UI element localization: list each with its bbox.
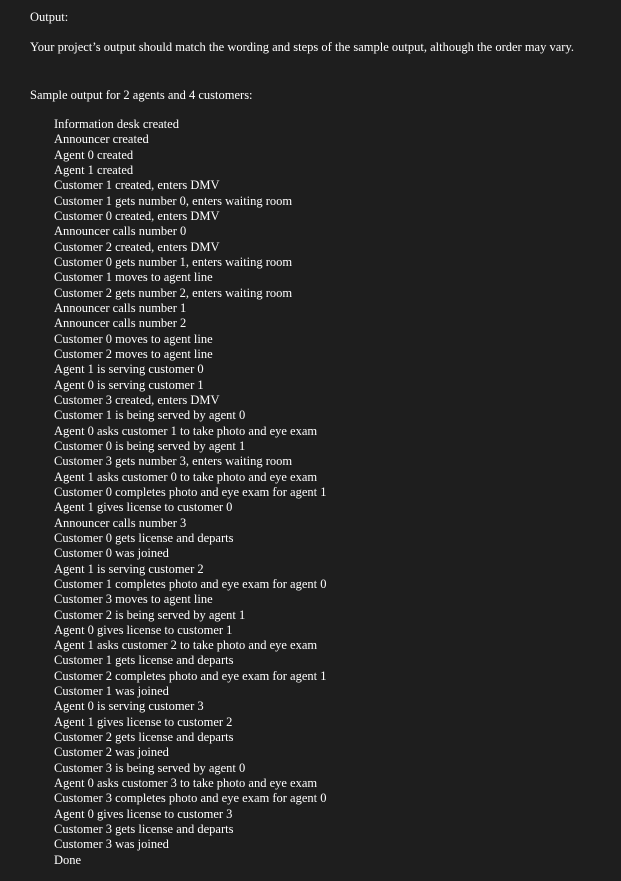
sample-output-line: Customer 0 gets number 1, enters waiting room <box>54 254 293 269</box>
sample-output-line: Information desk created <box>54 117 179 131</box>
sample-output-line: Agent 1 gives license to customer 2 <box>54 714 233 729</box>
sample-output-line: Customer 0 was joined <box>54 546 169 561</box>
sample-output-line: Agent 1 is serving customer 0 <box>54 362 204 377</box>
sample-output-line: Announcer calls number 2 <box>54 316 187 331</box>
sample-output-line: Announcer calls number 0 <box>54 224 187 239</box>
sample-output-line: Customer 1 gets license and departs <box>54 653 234 668</box>
sample-output-line: Agent 1 created <box>54 162 134 177</box>
sample-output-line: Agent 1 asks customer 2 to take photo and eye exam <box>54 638 318 653</box>
sample-output-line: Done <box>54 852 82 867</box>
sample-output-line: Customer 1 gets number 0, enters waiting room <box>54 193 293 208</box>
intro-paragraph: Your project’s output should match the wording and steps of the sample output, although the order may vary. <box>30 40 575 54</box>
sample-output-line: Customer 0 completes photo and eye exam for agent 1 <box>54 484 327 499</box>
sample-output-line: Agent 0 is serving customer 1 <box>54 377 204 392</box>
sample-output-line: Agent 0 asks customer 3 to take photo and eye exam <box>54 776 318 791</box>
sample-output-line: Agent 0 gives license to customer 3 <box>54 806 233 821</box>
sample-output-line: Customer 3 gets license and departs <box>54 822 234 837</box>
sample-output-line: Announcer created <box>54 132 149 147</box>
sample-output-line: Customer 3 moves to agent line <box>54 592 213 607</box>
sample-output-line: Customer 3 is being served by agent 0 <box>54 760 246 775</box>
sample-output-list <box>54 117 327 868</box>
sample-output-line: Customer 2 completes photo and eye exam for agent 1 <box>54 668 327 683</box>
sample-output-line: Customer 1 was joined <box>54 684 169 699</box>
sample-output-line: Agent 1 is serving customer 2 <box>54 561 204 576</box>
sample-output-line: Customer 3 created, enters DMV <box>54 392 220 407</box>
sample-output-line: Agent 1 asks customer 0 to take photo and eye exam <box>54 469 318 484</box>
sample-output-line: Customer 3 was joined <box>54 837 169 852</box>
sample-output-line: Customer 2 gets license and departs <box>54 730 234 745</box>
sample-output-line: Customer 2 was joined <box>54 745 169 760</box>
section-heading: Output: <box>30 10 69 24</box>
sample-output-line: Agent 0 created <box>54 147 134 162</box>
sample-output-line: Announcer calls number 3 <box>54 515 187 530</box>
sample-output-line: Agent 1 gives license to customer 0 <box>54 500 233 515</box>
sample-output-line: Customer 2 moves to agent line <box>54 346 213 361</box>
sample-output-line: Customer 1 is being served by agent 0 <box>54 408 246 423</box>
sample-output-line: Customer 0 gets license and departs <box>54 530 234 545</box>
sample-output-line: Customer 2 created, enters DMV <box>54 239 220 254</box>
sample-output-line: Customer 0 moves to agent line <box>54 331 213 346</box>
sample-output-line: Agent 0 asks customer 1 to take photo and eye exam <box>54 423 318 438</box>
sample-output-line: Customer 1 completes photo and eye exam for agent 0 <box>54 576 327 591</box>
sample-output-line: Customer 1 created, enters DMV <box>54 178 220 193</box>
sample-output-line: Customer 1 moves to agent line <box>54 270 213 285</box>
sample-output-line: Customer 2 gets number 2, enters waiting room <box>54 285 293 300</box>
sample-output-line: Announcer calls number 1 <box>54 300 187 315</box>
sample-output-line: Agent 0 is serving customer 3 <box>54 699 204 714</box>
sample-output-line: Customer 0 created, enters DMV <box>54 208 220 223</box>
sample-caption: Sample output for 2 agents and 4 customers: <box>30 88 253 102</box>
sample-output-line: Customer 0 is being served by agent 1 <box>54 438 246 453</box>
sample-output-line: Customer 3 gets number 3, enters waiting room <box>54 454 293 469</box>
sample-output-line: Customer 2 is being served by agent 1 <box>54 607 246 622</box>
sample-output-line: Agent 0 gives license to customer 1 <box>54 622 233 637</box>
sample-output-line: Customer 3 completes photo and eye exam for agent 0 <box>54 791 327 806</box>
